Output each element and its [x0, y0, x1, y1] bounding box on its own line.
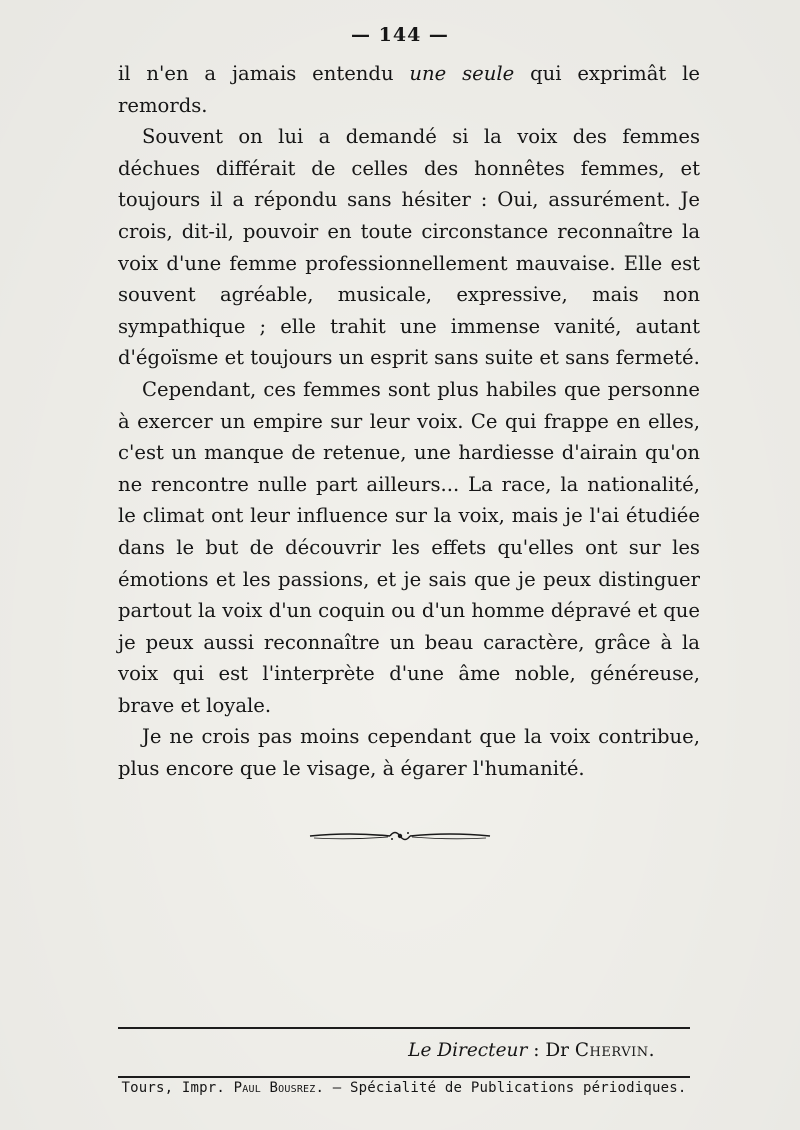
signature-role: Le Directeur	[408, 1040, 528, 1061]
signature-separator: :	[527, 1040, 546, 1061]
decorative-ornament	[300, 826, 500, 846]
printer-imprint	[118, 1080, 690, 1096]
signature-line	[408, 1040, 655, 1061]
body-text	[118, 58, 700, 785]
page-number: — 144 —	[351, 24, 449, 46]
paragraph-1	[118, 58, 700, 121]
imprint-after: . — Spécialité de Publications périodiques.	[315, 1080, 687, 1096]
paragraph-3: Cependant, ces femmes sont plus habiles que personne à exercer un empire sur leur voix. Ce qui frappe en elles, c'est un manque de retenue, une hardiesse d'airain qu'on ne rencontre nulle part ailleurs... La race, la nationalité, le climat ont leur influence sur la voix, mais je l'ai étudiée dans le but de découvrir les effets qu'elles ont sur les émotions et les passions, et je sais que je peux distinguer partout la voix d'un coquin ou d'un homme dépravé et que je peux aussi reconnaître un beau caractère, grâce à la voix qui est l'interprète d'une âme noble, généreuse, brave et loyale.	[118, 377, 700, 717]
signature-title: Dr	[545, 1040, 570, 1061]
paragraph-2: Souvent on lui a demandé si la voix des femmes déchues différait de celles des honnêtes femmes, et toujours il a répondu sans hésiter : Oui, assurément. Je crois, dit-il, pouvoir en toute circonstance reconnaître la voix d'une femme professionnellement mauvaise. Elle est souvent agréable, musicale, expressive, mais non sympathique ; elle trahit une immense vanité, autant d'égoïsme et toujours un esprit sans suite et sans fermeté.	[118, 125, 700, 370]
paragraph-4: Je ne crois pas moins cependant que la voix contribue, plus encore que le visage, à égarer l'humanité.	[118, 725, 700, 781]
imprint-divider	[118, 1076, 690, 1078]
paragraph-1-emphasis: une seule	[409, 62, 515, 85]
paragraph-1-before: il n'en a jamais entendu	[118, 62, 410, 85]
signature-divider	[118, 1027, 690, 1029]
paragraph-1-after: qui exprimât le remords.	[118, 62, 700, 117]
imprint-before: Tours, Impr.	[121, 1080, 234, 1096]
imprint-printer: Paul Bousrez	[233, 1080, 316, 1096]
signature-name: Chervin.	[574, 1040, 655, 1061]
